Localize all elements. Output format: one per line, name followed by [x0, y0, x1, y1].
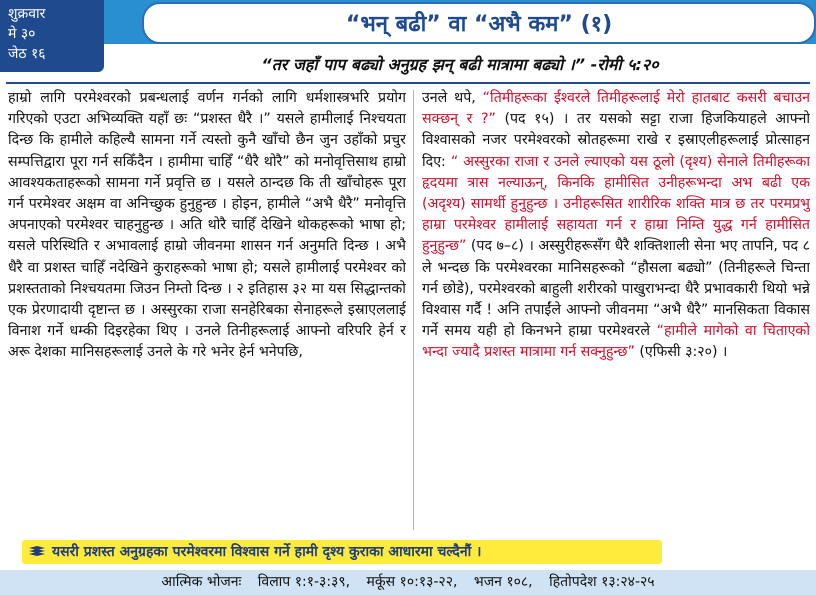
left-column: [8, 88, 406, 534]
nepali-date: जेठ १६: [8, 46, 46, 62]
text-run: (पद १५) । तर यसको सट्टा राजा हिजकियाहले आफ्नो विश्वासको नजर परमेश्वरको स्रोतहरूमा राखे र इस्राएलीहरूलाई प्रोत्साहन दिए:: [422, 111, 810, 170]
reading-3: भजन १०८,: [473, 574, 533, 590]
text-run: (पद ७–८) । अस्सुरीहरूसँग धैरै शक्तिशाली सेना भए तापनि, पद ८ ले भन्दछ कि परमेश्वरका मानिसहरूको “हौसला बढ्यो” (तिनीहरूले चिन्ता गर्न छोडे), परमेश्वरको बाहुली शरीरको पाखुराभन्दा धैरै प्रभावकारी थियो भन्ने विश्वास गर्दै ! अनि तपाईंले आफ्नो जीवनमा “अभै धैरै” मानसिकता विकास गर्ने समय यही हो किनभने हाम्रा परमेश्वरले: [422, 238, 810, 340]
text-run: उनले थपे,: [422, 90, 483, 106]
key-verse: “तर जहाँ पाप बढ्यो अनुग्रह झन् बढी मात्रामा बढ्यो ।” -रोमी ५:२०: [261, 55, 659, 74]
footer-label: आत्मिक भोजनः: [161, 574, 242, 590]
text-run: (एफिसी ३:२०) ।: [634, 344, 728, 361]
quote-run: “हामीले मागेको वा चिताएको भन्दा ज्यादै प्रशस्त मात्रामा गर्न सक्नुहुन्छ”: [422, 323, 810, 361]
date-box: [0, 0, 104, 72]
gregorian-date: मे ३०: [8, 26, 36, 42]
highlight-banner: [22, 540, 662, 564]
column-divider: [413, 90, 414, 530]
top-divider: [6, 82, 810, 84]
footer-readings: [0, 570, 816, 595]
reading-2: मर्कूस १०:१३-२२,: [366, 574, 458, 590]
right-column: [422, 88, 810, 534]
quote-run: “ अस्सुरका राजा र उनले ल्याएको यस ठूलो (दृश्य) सेनाले तिमीहरूका हृदयमा त्रास नल्याऊन्, किनकि हामीसित उनीहरूभन्दा अभ बढी एक (अदृश्य) सामर्थी हुनुहुन्छ । उनीहरूसित शारीरिक शक्ति मात्र छ तर परमप्रभु हाम्रा परमेश्वर हामीलाई सहायता गर्न र हाम्रा निम्ति युद्ध गर्न हामीसित हुनुहुन्छ”: [422, 153, 810, 255]
reading-1: विलाप १:१-३:३९,: [257, 574, 351, 590]
left-paragraph: हाम्रो लागि परमेश्वरको प्रबन्धलाई वर्णन गर्नको लागि धर्मशास्त्रभरि प्रयोग गरिएको एउटा अभिव्यक्ति यहाँ छः “प्रशस्त धैरै ।” यसले हामीलाई निश्चयता दिन्छ कि हामीले कहिल्यै सामना गर्ने त्यस्तो कुनै खाँचो छैन जुन उहाँको प्रचुर सम्पत्तिद्वारा पूरा गर्न सकिँदैन । हामीमा चाहिँ “धैरै थोरै” को मनोवृत्तिसाथ हाम्रो आवश्यकताहरूको सामना गर्ने प्रवृत्ति छ । यसले ठान्दछ कि ती खाँचोहरू पूरा गर्न परमेश्वर अक्षम वा अनिच्छुक हुनुहुन्छ । होइन, हामीले “अभै धैरै” मनोवृत्ति अपनाएको परमेश्वर चाहनुहुन्छ । अति थोरै चाहिँ देखिने थोकहरूको भाषा हो; यसले परिस्थिति र अभावलाई हाम्रो जीवनमा शासन गर्न अनुमति दिन्छ । अभै धैरै वा प्रशस्त चाहिँ नदेखिने कुराहरूको भाषा हो; यसले हामीलाई परमेश्वर को प्रशस्तताको निश्चयतमा जिउन निम्तो दिन्छ । २ इतिहास ३२ मा यस सिद्धान्तको एक प्रेरणादायी दृष्टान्त छ । अस्सुरका राजा सनहेरिबका सेनाहरूले इस्राएललाई विनाश गर्ने धम्की दिइरहेका थिए । उनले तिनीहरूलाई आफ्नो वरिपरि हेर्न र अरू देशका मानिसहरूलाई उनले के गरे भनेर हेर्न भनेपछि,: [8, 90, 406, 361]
reading-4: हितोपदेश १३:२४-२५: [549, 574, 655, 590]
highlight-text: यसरी प्रशस्त अनुग्रहका परमेश्वरमा विश्वास गर्ने हामी दृश्य कुराका आधारमा चल्दैनौं ।: [52, 544, 482, 560]
quote-run: “तिमीहरूका ईश्वरले तिमीहरूलाई मेरो हातबाट कसरी बचाउन सक्छन् र ?”: [422, 90, 810, 128]
book-icon: [28, 545, 46, 559]
weekday: शुक्रवार: [8, 6, 46, 22]
page-title: “भन् बढी” वा “अभै कम” (१): [142, 2, 816, 44]
right-paragraph: [422, 88, 810, 364]
